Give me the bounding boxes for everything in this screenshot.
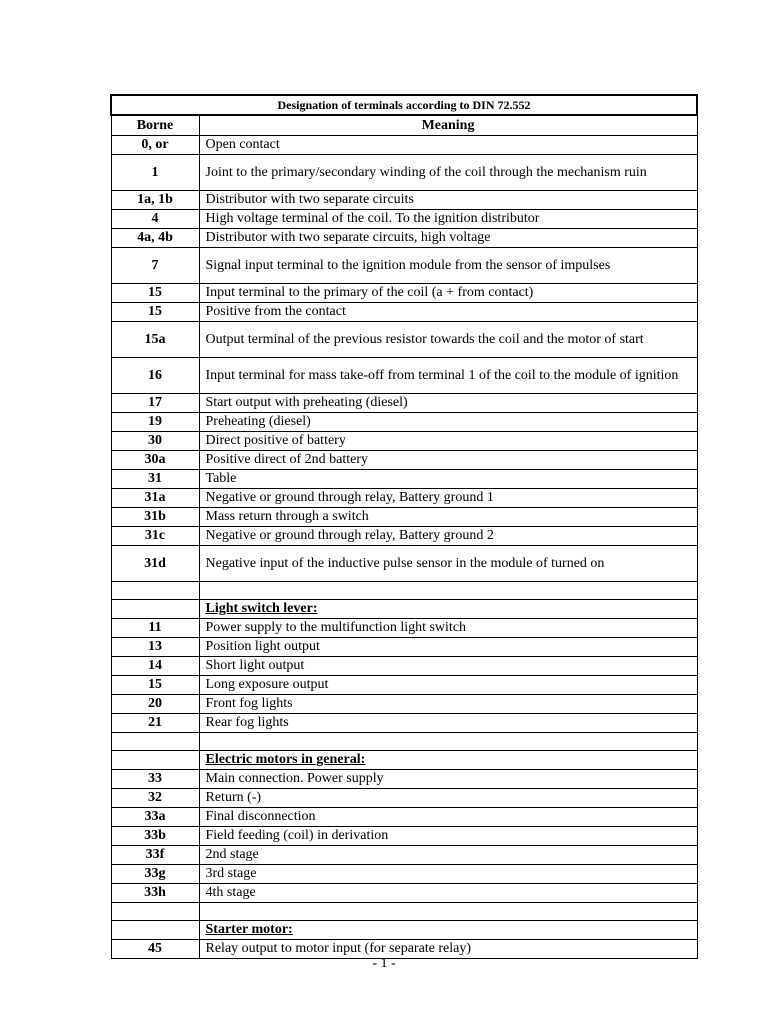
- borne-cell: 45: [111, 940, 199, 959]
- meaning-cell: Start output with preheating (diesel): [199, 394, 697, 413]
- empty-row: [111, 582, 697, 600]
- table-row: [111, 303, 697, 322]
- borne-cell: 16: [111, 358, 199, 394]
- table-row: [111, 714, 697, 733]
- borne-cell: 33g: [111, 865, 199, 884]
- empty-cell: [199, 733, 697, 751]
- meaning-cell: Long exposure output: [199, 676, 697, 695]
- meaning-cell: Return (-): [199, 789, 697, 808]
- meaning-cell: Preheating (diesel): [199, 413, 697, 432]
- table-row: [111, 546, 697, 582]
- section-heading: Starter motor:: [205, 922, 293, 937]
- table-row: [111, 657, 697, 676]
- meaning-cell: [199, 921, 697, 940]
- meaning-cell: Output terminal of the previous resistor towards the coil and the motor of start: [199, 322, 697, 358]
- table-row: [111, 394, 697, 413]
- meaning-cell: Negative input of the inductive pulse sensor in the module of turned on: [199, 546, 697, 582]
- borne-cell: 11: [111, 619, 199, 638]
- table-row: [111, 827, 697, 846]
- table-row: [111, 413, 697, 432]
- borne-cell: 31a: [111, 489, 199, 508]
- section-heading: Light switch lever:: [205, 601, 318, 616]
- table-row: [111, 210, 697, 229]
- meaning-cell: Positive direct of 2nd battery: [199, 451, 697, 470]
- meaning-cell: 2nd stage: [199, 846, 697, 865]
- meaning-cell: Open contact: [199, 136, 697, 155]
- meaning-cell: Joint to the primary/secondary winding of the coil through the mechanism ruin: [199, 155, 697, 191]
- empty-cell: [111, 903, 199, 921]
- borne-cell: 15: [111, 676, 199, 695]
- empty-cell: [199, 903, 697, 921]
- borne-cell: 1: [111, 155, 199, 191]
- meaning-cell: Main connection. Power supply: [199, 770, 697, 789]
- meaning-cell: Field feeding (coil) in derivation: [199, 827, 697, 846]
- table-row: [111, 884, 697, 903]
- document-page: [110, 94, 696, 959]
- meaning-cell: Mass return through a switch: [199, 508, 697, 527]
- borne-cell: 33a: [111, 808, 199, 827]
- empty-cell: [111, 921, 199, 940]
- meaning-cell: Input terminal to the primary of the coil (a + from contact): [199, 284, 697, 303]
- table-title: Designation of terminals according to DIN 72.552: [111, 95, 697, 115]
- meaning-cell: 3rd stage: [199, 865, 697, 884]
- table-row: [111, 191, 697, 210]
- meaning-cell: Rear fog lights: [199, 714, 697, 733]
- table-row: [111, 358, 697, 394]
- meaning-cell: Distributor with two separate circuits: [199, 191, 697, 210]
- empty-cell: [111, 582, 199, 600]
- table-row: [111, 155, 697, 191]
- borne-cell: 19: [111, 413, 199, 432]
- empty-cell: [111, 600, 199, 619]
- terminals-table: [110, 94, 698, 959]
- meaning-cell: Power supply to the multifunction light switch: [199, 619, 697, 638]
- borne-cell: 1a, 1b: [111, 191, 199, 210]
- table-row: [111, 248, 697, 284]
- borne-cell: 32: [111, 789, 199, 808]
- table-row: [111, 808, 697, 827]
- section-row: [111, 751, 697, 770]
- meaning-cell: Direct positive of battery: [199, 432, 697, 451]
- section-heading: Electric motors in general:: [205, 752, 366, 767]
- meaning-cell: Negative or ground through relay, Battery ground 2: [199, 527, 697, 546]
- meaning-cell: 4th stage: [199, 884, 697, 903]
- meaning-cell: Distributor with two separate circuits, high voltage: [199, 229, 697, 248]
- borne-cell: 31b: [111, 508, 199, 527]
- meaning-cell: High voltage terminal of the coil. To the ignition distributor: [199, 210, 697, 229]
- meaning-cell: Table: [199, 470, 697, 489]
- table-row: [111, 770, 697, 789]
- table-row: [111, 846, 697, 865]
- borne-cell: 21: [111, 714, 199, 733]
- table-row: [111, 695, 697, 714]
- borne-cell: 33h: [111, 884, 199, 903]
- table-row: [111, 470, 697, 489]
- table-row: [111, 451, 697, 470]
- borne-cell: 33: [111, 770, 199, 789]
- table-row: [111, 619, 697, 638]
- borne-cell: 30: [111, 432, 199, 451]
- meaning-cell: [199, 600, 697, 619]
- column-header-borne: Borne: [111, 115, 199, 136]
- meaning-cell: [199, 751, 697, 770]
- page-number: - 1 -: [372, 956, 396, 971]
- table-row: [111, 489, 697, 508]
- table-row: [111, 638, 697, 657]
- borne-cell: 15: [111, 303, 199, 322]
- empty-cell: [111, 751, 199, 770]
- borne-cell: 20: [111, 695, 199, 714]
- borne-cell: 4a, 4b: [111, 229, 199, 248]
- borne-cell: 0, or: [111, 136, 199, 155]
- borne-cell: 33f: [111, 846, 199, 865]
- borne-cell: 31d: [111, 546, 199, 582]
- table-row: [111, 865, 697, 884]
- borne-cell: 31c: [111, 527, 199, 546]
- meaning-cell: Negative or ground through relay, Battery ground 1: [199, 489, 697, 508]
- meaning-cell: Short light output: [199, 657, 697, 676]
- empty-row: [111, 733, 697, 751]
- meaning-cell: Positive from the contact: [199, 303, 697, 322]
- borne-cell: 33b: [111, 827, 199, 846]
- borne-cell: 13: [111, 638, 199, 657]
- borne-cell: 30a: [111, 451, 199, 470]
- meaning-cell: Input terminal for mass take-off from terminal 1 of the coil to the module of ignition: [199, 358, 697, 394]
- table-row: [111, 432, 697, 451]
- table-row: [111, 284, 697, 303]
- borne-cell: 31: [111, 470, 199, 489]
- meaning-cell: Front fog lights: [199, 695, 697, 714]
- borne-cell: 15a: [111, 322, 199, 358]
- table-row: [111, 527, 697, 546]
- meaning-cell: Position light output: [199, 638, 697, 657]
- borne-cell: 17: [111, 394, 199, 413]
- meaning-cell: Final disconnection: [199, 808, 697, 827]
- empty-cell: [199, 582, 697, 600]
- borne-cell: 14: [111, 657, 199, 676]
- empty-row: [111, 903, 697, 921]
- table-row: [111, 229, 697, 248]
- empty-cell: [111, 733, 199, 751]
- meaning-cell: Relay output to motor input (for separate relay): [199, 940, 697, 959]
- table-row: [111, 676, 697, 695]
- table-body: [111, 136, 697, 959]
- borne-cell: 15: [111, 284, 199, 303]
- borne-cell: 4: [111, 210, 199, 229]
- meaning-cell: Signal input terminal to the ignition module from the sensor of impulses: [199, 248, 697, 284]
- column-header-meaning: Meaning: [199, 115, 697, 136]
- table-row: [111, 322, 697, 358]
- section-row: [111, 600, 697, 619]
- table-row: [111, 508, 697, 527]
- table-row: [111, 789, 697, 808]
- table-row: [111, 136, 697, 155]
- borne-cell: 7: [111, 248, 199, 284]
- section-row: [111, 921, 697, 940]
